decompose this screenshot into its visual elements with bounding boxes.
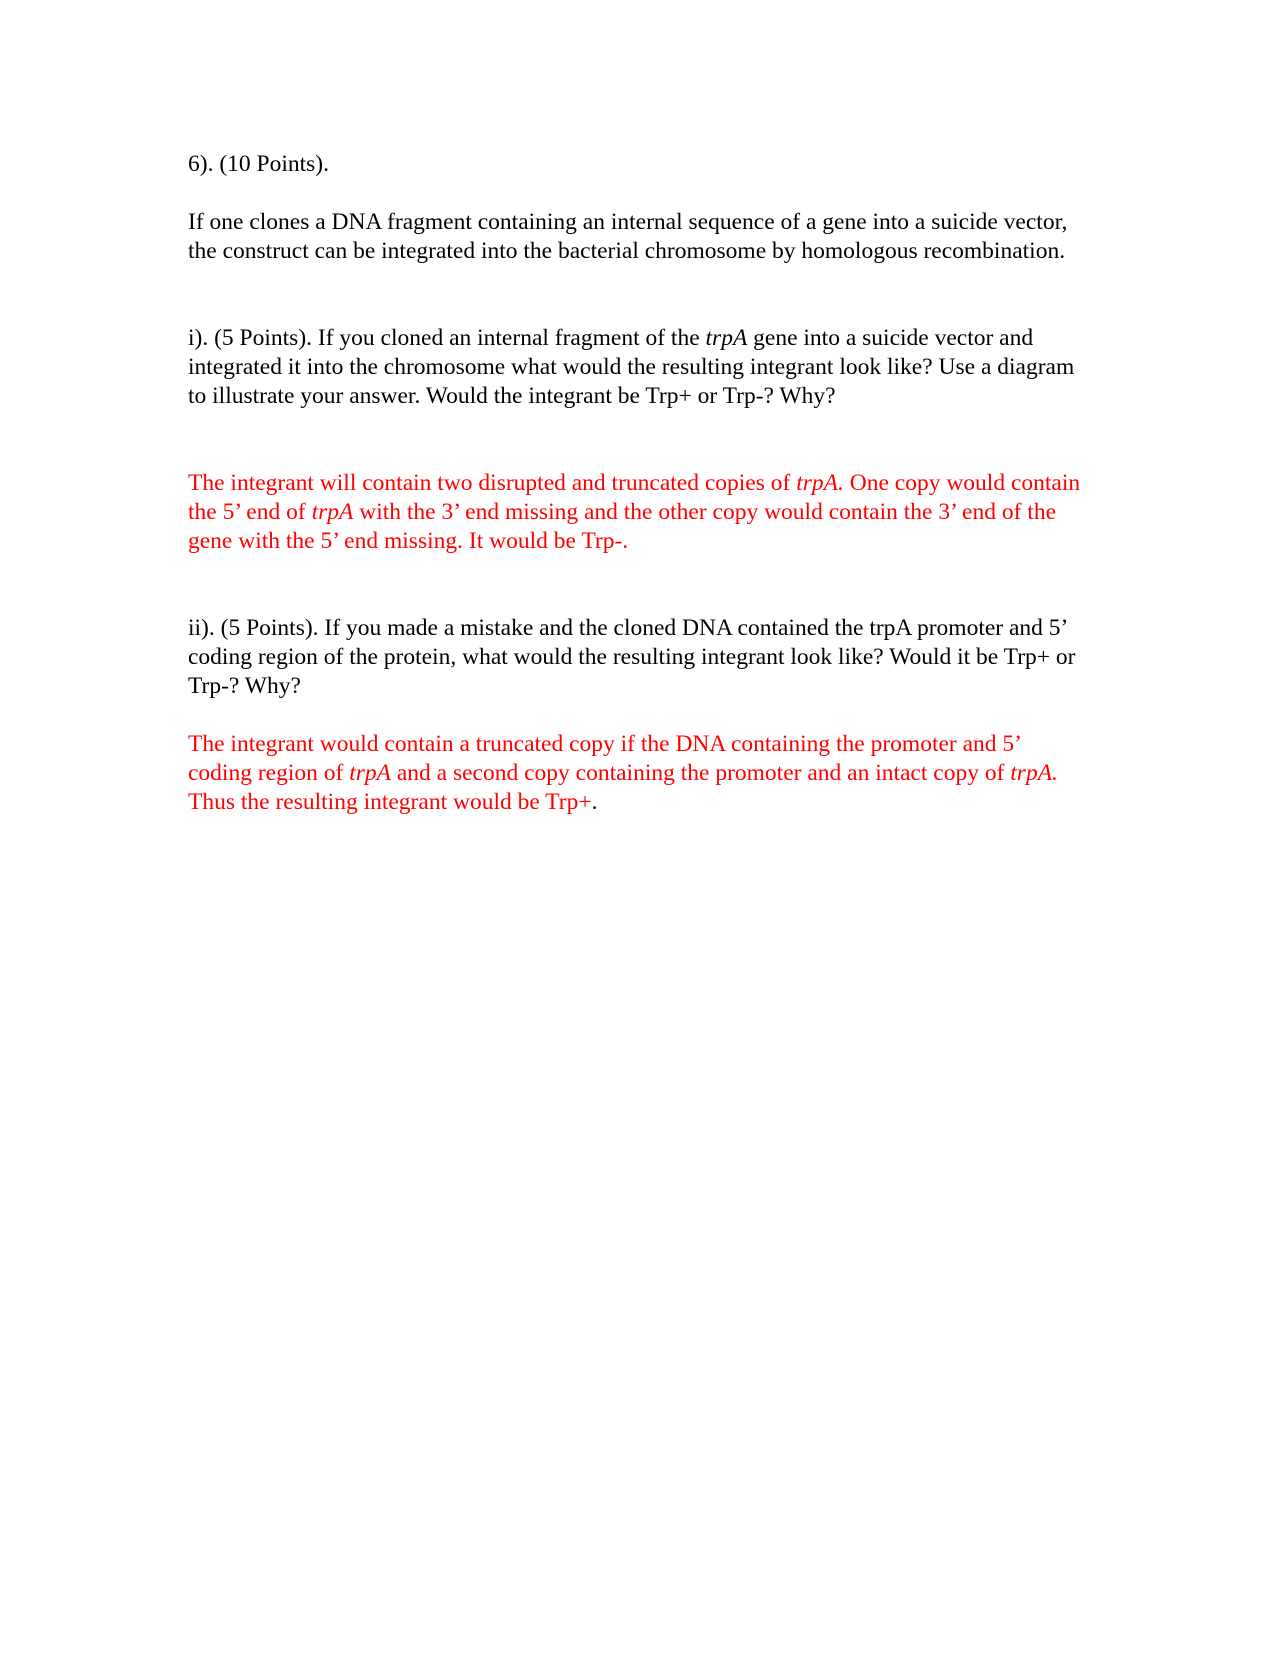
part-i-question-gene: trpA xyxy=(705,325,748,351)
part-i-question-start: i). (5 Points). If you cloned an internal fragment of the xyxy=(188,325,706,351)
part-ii-answer-gene-1: trpA xyxy=(349,760,391,786)
part-ii-answer-period: . xyxy=(591,789,598,815)
part-ii-answer-text-3: Thus the resulting integrant would be Trp+ xyxy=(188,789,592,815)
part-i-answer-text-3: with the 3’ end missing and the other copy would contain the 3’ end of the gene with the 5’ end missing. It would be Trp-. xyxy=(188,499,1057,554)
part-ii-question: ii). (5 Points). If you made a mistake and the cloned DNA contained the trpA promoter and 5’ coding region of the protein, what would the resulting integrant look like? Would it be Trp+ or Trp-? Why? xyxy=(188,615,1076,699)
part-ii-answer xyxy=(188,730,1088,817)
part-i-answer-gene-2: trpA xyxy=(311,499,354,525)
document-content xyxy=(188,150,1088,817)
part-i-answer-text-2: One copy would contain the 5’ end of xyxy=(188,470,1081,525)
part-i-answer-text-1: The integrant will contain two disrupted and truncated copies of xyxy=(188,470,797,496)
part-i-question-end: gene into a suicide vector and integrated it into the chromosome what would the resulting integrant look like? Use a diagram to illustrate your answer. Would the integrant be Trp+ or Trp-? Why? xyxy=(188,325,1075,409)
question-intro: If one clones a DNA fragment containing an internal sequence of a gene into a suicide vector, the construct can be integrated into the bacterial chromosome by homologous recombination. xyxy=(188,209,1068,264)
part-i-answer-gene-1: trpA. xyxy=(796,470,844,496)
part-i-question xyxy=(188,324,1088,411)
part-i-answer xyxy=(188,469,1088,556)
part-ii-answer-text-1: The integrant would contain a truncated copy if the DNA containing the promoter and 5’ coding region of xyxy=(188,731,1021,786)
part-ii-answer-gene-2: trpA. xyxy=(1010,760,1058,786)
part-ii-answer-text-2: and a second copy containing the promoter and an intact copy of xyxy=(390,760,1011,786)
question-heading: 6). (10 Points). xyxy=(188,151,329,177)
